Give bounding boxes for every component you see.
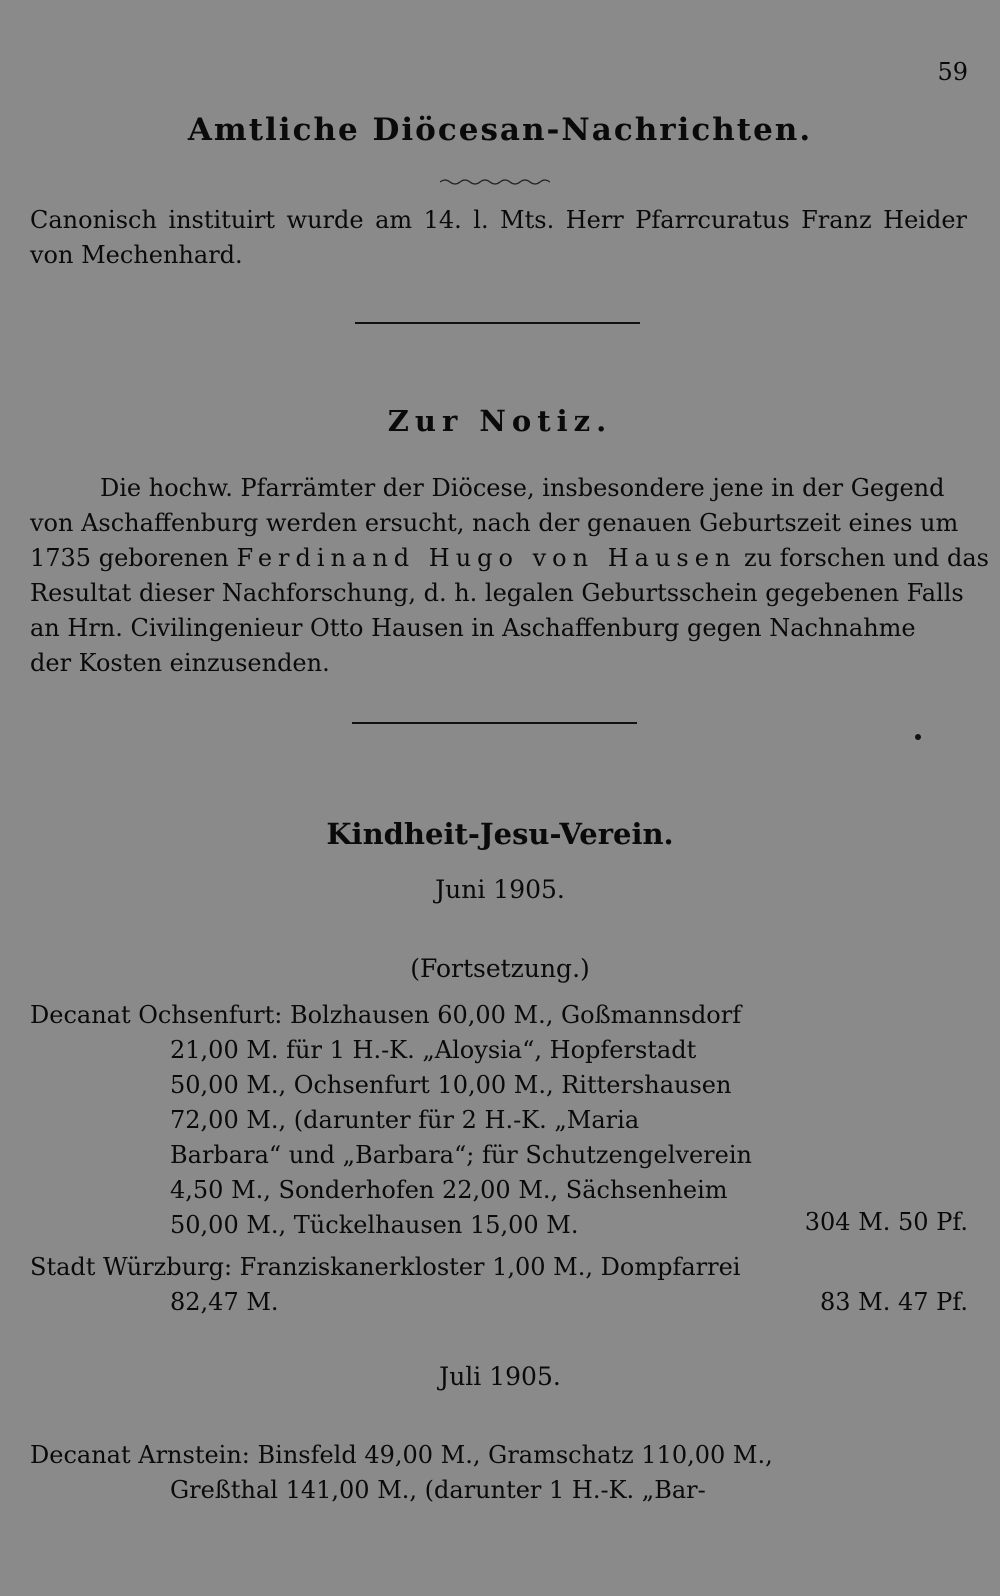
section-title-diocesan-news: Amtliche Diöcesan-Nachrichten. — [187, 112, 813, 148]
month-heading-june: Juni 1905. — [435, 875, 565, 904]
ornament-squiggle — [440, 178, 550, 186]
entry-line: 21,00 M. für 1 H.-K. „Aloysia“, Hopferstadt — [170, 1036, 697, 1064]
diocesan-news-text: Canonisch instituirt wurde am 14. l. Mts. Herr Pfarrcuratus Franz Heider von Mechenhard. — [30, 206, 967, 269]
person-name: Ferdinand Hugo von Hausen — [236, 544, 737, 572]
notice-text-part: zu forschen und das — [736, 544, 989, 572]
notice-line: Resultat dieser Nachforschung, d. h. legalen Geburtsschein gegebenen Falls — [30, 579, 964, 607]
section-title-notice — [0, 404, 1000, 438]
notice-title-text: Zur Notiz. — [387, 404, 613, 438]
entry-line: Decanat Ochsenfurt: Bolzhausen 60,00 M., Goßmannsdorf — [30, 1001, 742, 1029]
donation-entry-wuerzburg — [30, 1250, 760, 1320]
month-heading-july: Juli 1905. — [439, 1362, 561, 1391]
page-number: 59 — [937, 58, 968, 86]
entry-line: Greßthal 141,00 M., (darunter 1 H.-K. „Bar- — [170, 1476, 706, 1504]
entry-line: Stadt Würzburg: Franziskanerkloster 1,00 M., Dompfarrei — [30, 1253, 741, 1281]
divider-rule — [355, 322, 640, 324]
entry-line: 82,47 M. — [170, 1288, 279, 1316]
entry-line: 50,00 M., Ochsenfurt 10,00 M., Rittershausen — [170, 1071, 732, 1099]
entry-line: Barbara“ und „Barbara“; für Schutzengelverein — [170, 1141, 752, 1169]
entry-line: 50,00 M., Tückelhausen 15,00 M. — [170, 1211, 579, 1239]
stray-dot — [915, 734, 921, 740]
notice-line: von Aschaffenburg werden ersucht, nach der genauen Geburtszeit eines um — [30, 509, 959, 537]
section-title-association: Kindheit-Jesu-Verein. — [326, 817, 674, 851]
amount-total: 304 M. 50 Pf. — [804, 1208, 968, 1236]
notice-line: Die hochw. Pfarrämter der Diöcese, insbesondere jene in der Gegend — [100, 474, 945, 502]
notice-line — [30, 541, 989, 576]
entry-line: Decanat Arnstein: Binsfeld 49,00 M., Gramschatz 110,00 M., — [30, 1441, 773, 1469]
notice-line: der Kosten einzusenden. — [30, 649, 330, 677]
notice-line: an Hrn. Civilingenieur Otto Hausen in Aschaffenburg gegen Nachnahme — [30, 614, 916, 642]
divider-rule — [352, 722, 637, 724]
entry-line: 4,50 M., Sonderhofen 22,00 M., Sächsenheim — [170, 1176, 728, 1204]
continuation-note: (Fortsetzung.) — [410, 954, 590, 983]
notice-text — [30, 471, 989, 681]
notice-text-part: 1735 geborenen — [30, 544, 237, 572]
donation-entry-arnstein — [30, 1438, 773, 1508]
amount-total: 83 M. 47 Pf. — [820, 1288, 968, 1316]
donation-entry-ochsenfurt — [30, 998, 760, 1243]
entry-line: 72,00 M., (darunter für 2 H.-K. „Maria — [170, 1106, 640, 1134]
